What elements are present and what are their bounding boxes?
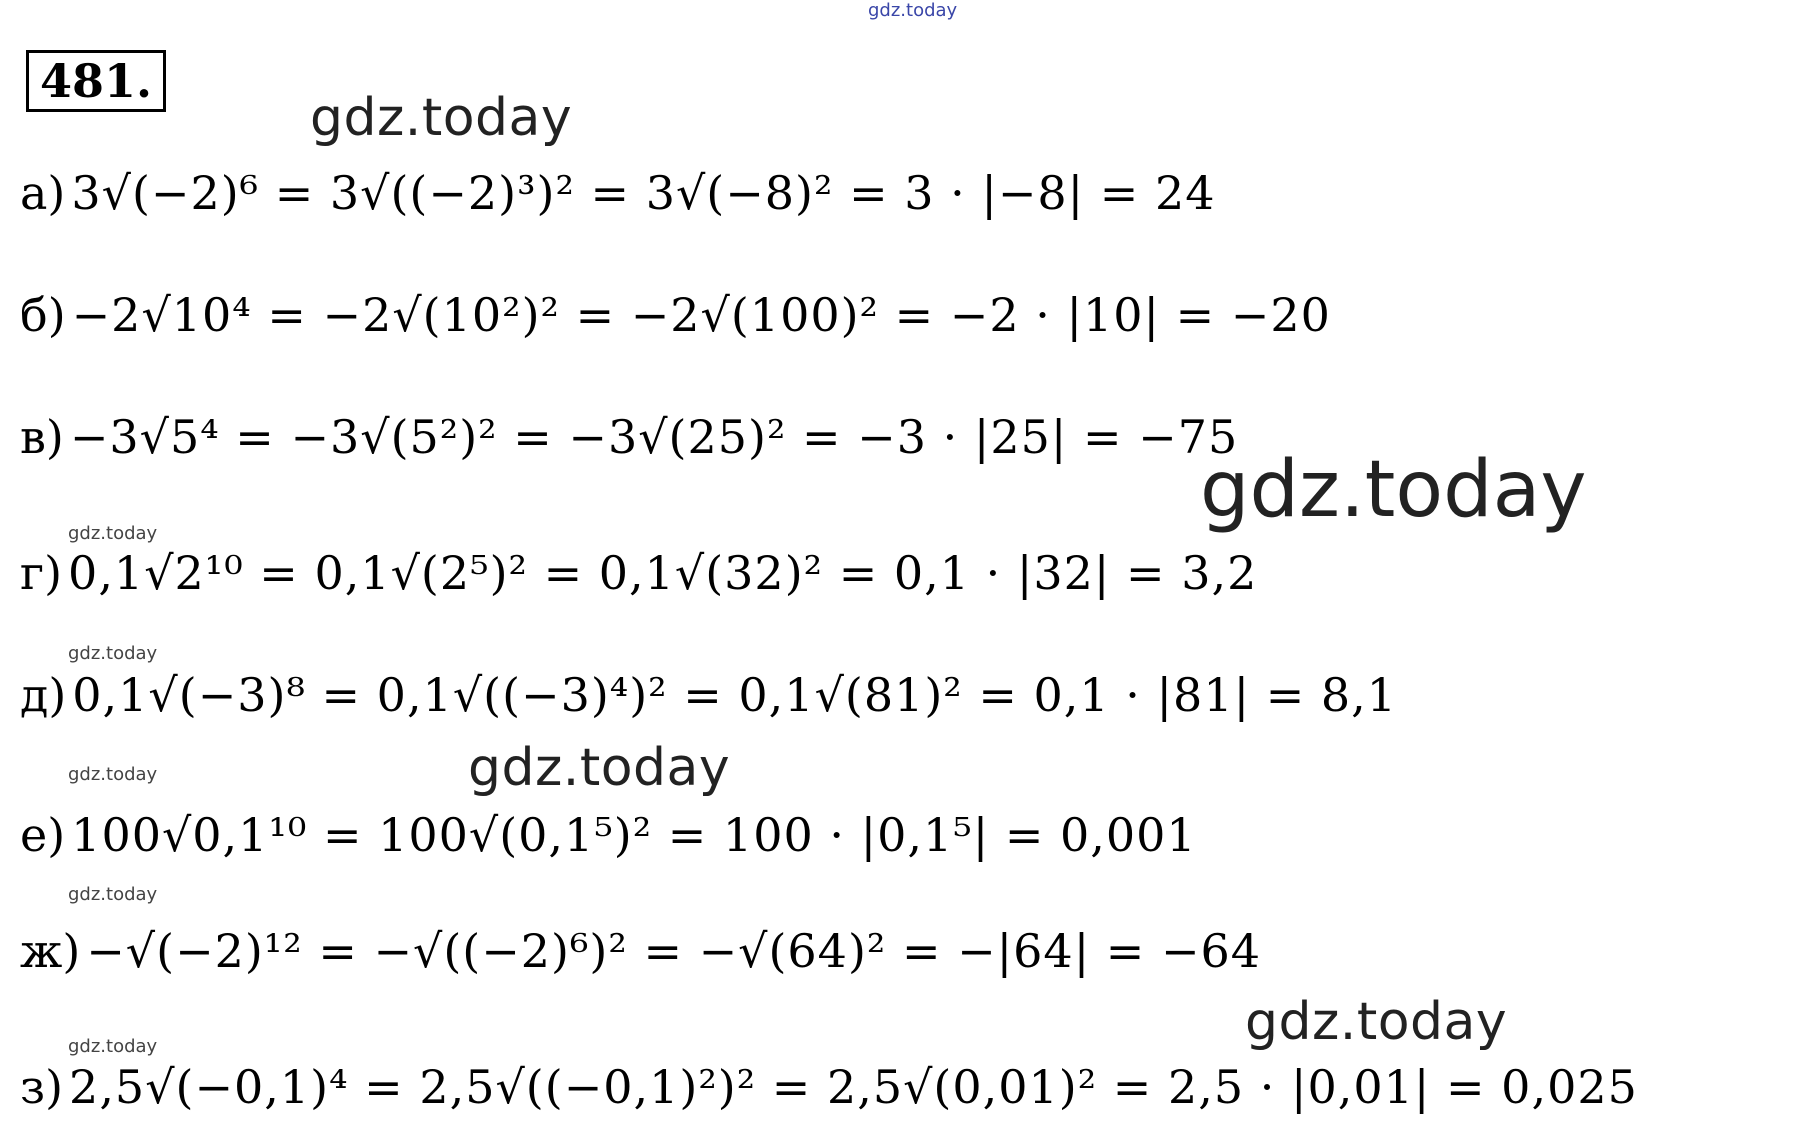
watermark-top: gdz.today bbox=[868, 0, 958, 21]
watermark-small-4: gdz.today bbox=[68, 884, 158, 905]
equation-expression: −3√5⁴ = −3√(5²)² = −3√(25)² = −3 · |25| = −75 bbox=[69, 410, 1239, 464]
equation-label: ж) bbox=[20, 924, 81, 978]
equation-expression: 2,5√(−0,1)⁴ = 2,5√((−0,1)²)² = 2,5√(0,01)² = 2,5 · |0,01| = 0,025 bbox=[69, 1060, 1638, 1114]
watermark-large-1: gdz.today bbox=[310, 88, 573, 148]
watermark-small-5: gdz.today bbox=[68, 1036, 158, 1057]
equation-row-zh bbox=[20, 908, 1261, 978]
equation-expression: 0,1√(−3)⁸ = 0,1√((−3)⁴)² = 0,1√(81)² = 0,1 · |81| = 8,1 bbox=[72, 668, 1398, 722]
equation-label: в) bbox=[20, 410, 64, 464]
equation-row-b bbox=[20, 272, 1331, 342]
equation-label: г) bbox=[20, 546, 63, 600]
watermark-small-1: gdz.today bbox=[68, 523, 158, 544]
problem-number: 481. bbox=[26, 50, 166, 112]
equation-label: а) bbox=[20, 166, 66, 220]
equation-expression: 0,1√2¹⁰ = 0,1√(2⁵)² = 0,1√(32)² = 0,1 · |32| = 3,2 bbox=[68, 546, 1258, 600]
equation-row-a bbox=[20, 150, 1216, 220]
watermark-large-2: gdz.today bbox=[1200, 445, 1587, 535]
watermark-large-3: gdz.today bbox=[468, 738, 731, 798]
equation-row-z bbox=[20, 1044, 1638, 1114]
watermark-small-3: gdz.today bbox=[68, 764, 158, 785]
watermark-small-2: gdz.today bbox=[68, 643, 158, 664]
equation-row-e bbox=[20, 792, 1197, 862]
equation-label: б) bbox=[20, 288, 66, 342]
equation-expression: −√(−2)¹² = −√((−2)⁶)² = −√(64)² = −|64| = −64 bbox=[86, 924, 1262, 978]
equation-label: е) bbox=[20, 808, 66, 862]
equation-row-g bbox=[20, 530, 1257, 600]
equation-label: з) bbox=[20, 1060, 64, 1114]
equation-expression: 100√0,1¹⁰ = 100√(0,1⁵)² = 100 · |0,1⁵| = 0,001 bbox=[71, 808, 1197, 862]
equation-expression: −2√10⁴ = −2√(10²)² = −2√(100)² = −2 · |10| = −20 bbox=[71, 288, 1331, 342]
equation-row-d bbox=[20, 652, 1397, 722]
equation-label: д) bbox=[20, 668, 67, 722]
equation-expression: 3√(−2)⁶ = 3√((−2)³)² = 3√(−8)² = 3 · |−8| = 24 bbox=[71, 166, 1216, 220]
watermark-large-4: gdz.today bbox=[1245, 992, 1508, 1052]
equation-row-v bbox=[20, 394, 1238, 464]
